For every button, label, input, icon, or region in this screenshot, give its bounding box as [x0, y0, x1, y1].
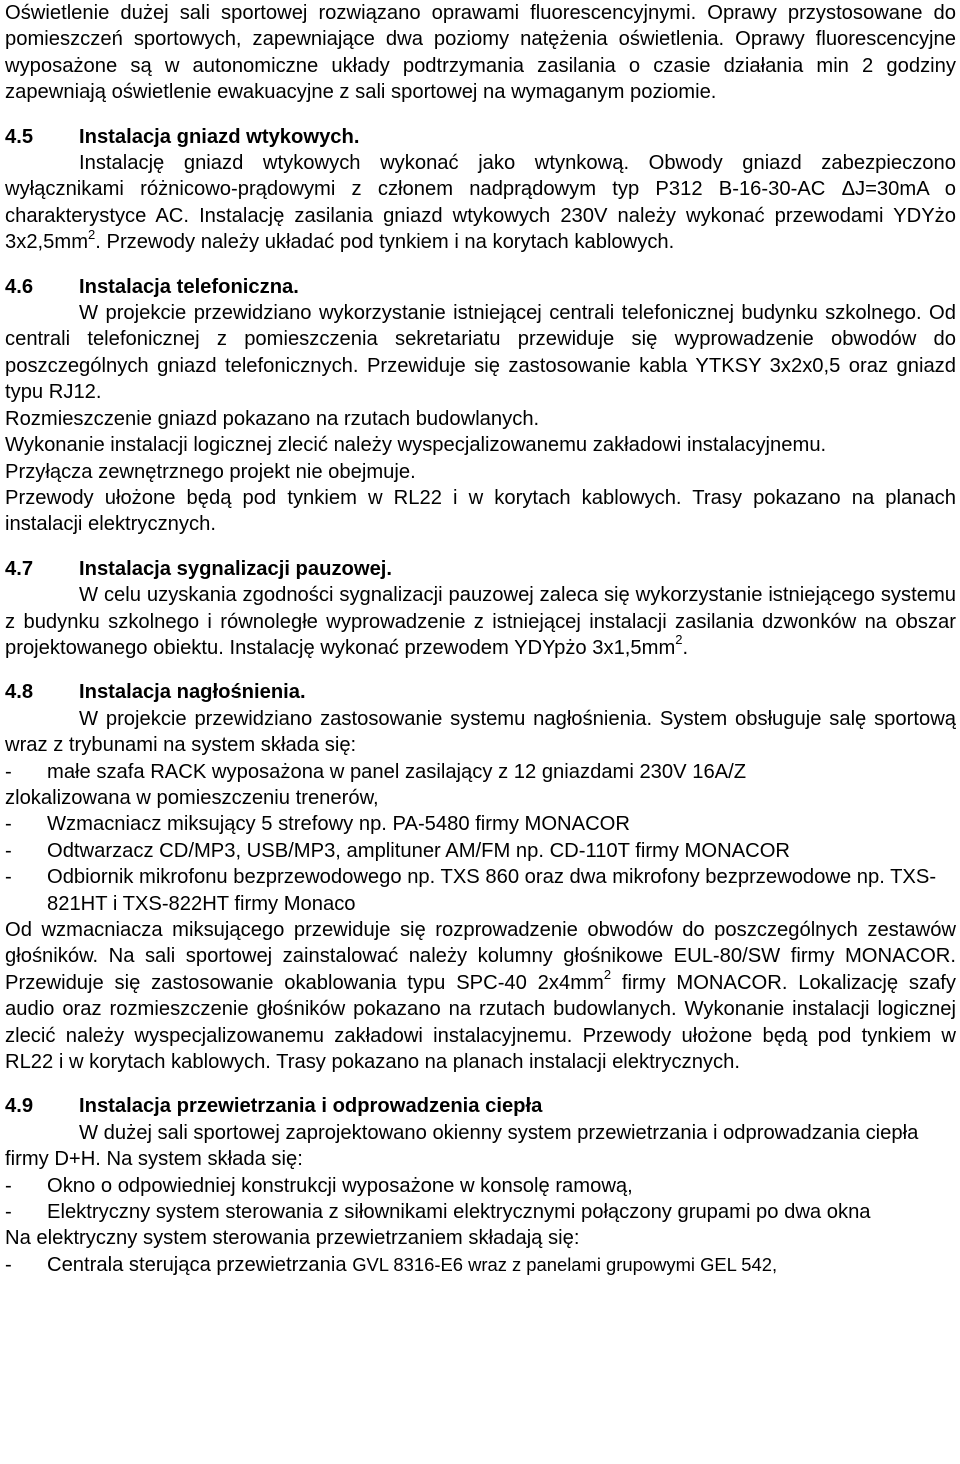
list-item-continuation: zlokalizowana w pomieszczeniu trenerów, [5, 786, 379, 809]
section-4-6-paragraph-3: Wykonanie instalacji logicznej zlecić należy wyspecjalizowanemu zakładowi instalacyjnemu. [5, 434, 827, 457]
section-4-8-paragraph: W projekcie przewidziano zastosowanie systemu nagłośnienia. System obsługuje salę sportową wraz z trybunami na system składa się: [5, 707, 956, 757]
list-item: - Centrala sterująca przewietrzania GVL 8316-E6 wraz z panelami grupowymi GEL 542, [5, 1253, 778, 1276]
list-item: - małe szafa RACK wyposażona w panel zasilający z 12 gniazdami 230V 16A/Z [5, 760, 747, 783]
list-item: - Okno o odpowiedniej konstrukcji wyposażone w konsolę ramową, [5, 1174, 633, 1197]
section-4-5-heading: 4.5 Instalacja gniazd wtykowych. [5, 125, 360, 148]
section-4-6-paragraph-4: Przyłącza zewnętrznego projekt nie obejmuje. [5, 460, 416, 483]
list-item: - Odtwarzacz CD/MP3, USB/MP3, amplituner AM/FM np. CD-110T firmy MONACOR [5, 839, 790, 862]
document-page [5, 0, 956, 1278]
list-item: - Elektryczny system sterowania z siłownikami elektrycznymi połączony grupami po dwa okna [5, 1201, 871, 1224]
section-4-8-heading: 4.8 Instalacja nagłośnienia. [5, 681, 306, 704]
section-4-7-paragraph: W celu uzyskania zgodności sygnalizacji pauzowej zaleca się wykorzystanie istniejącego systemu z budynku szkolnego i równoległe wyprowadzenie z istniejącej instalacji zasilania dzwonków na obszar projektowanego obiektu. Instalację wykonać przewodem YDYpżo $3x1,5mm^2$. [5, 584, 956, 659]
intro-paragraph: Oświetlenie dużej sali sportowej rozwiązano oprawami fluorescencyjnymi. Oprawy przystosowane do pomieszczeń sportowych, zapewniające dwa poziomy natężenia oświetlenia. Oprawy fluorescencyjne wyposażone są w autonomiczne układy podtrzymania zasilania o czasie działania min 2 godziny zapewniają oświetlenie ewakuacyjne z sali sportowej na wymaganym poziomie. [5, 2, 956, 104]
section-4-6-paragraph-2: Rozmieszczenie gniazd pokazano na rzutach budowlanych. [5, 407, 540, 430]
section-4-6-paragraph: W projekcie przewidziano wykorzystanie istniejącej centrali telefonicznej budynku szkolnego. Od centrali telefonicznej z pomieszczenia sekretariatu przewiduje się wyprowadzenie obwodów do poszczególnych gniazd telefonicznych. Przewiduje się zastosowanie kabla YTKSY 3x2x0,5 oraz gniazd typu RJ12. [5, 302, 956, 404]
section-4-7-heading: 4.7 Instalacja sygnalizacji pauzowej. [5, 557, 393, 580]
list-item: - Odbiornik mikrofonu bezprzewodowego np. TXS 860 oraz dwa mikrofony bezprzewodowe np. TXS-821HT i TXS-822HT firmy Monaco [5, 866, 937, 915]
section-4-9-paragraph-2: Na elektryczny system sterowania przewietrzaniem składają się: [5, 1227, 580, 1250]
section-4-9-heading: 4.9 Instalacja przewietrzania i odprowadzenia ciepła [5, 1095, 543, 1118]
section-4-6-paragraph-5: Przewody ułożone będą pod tynkiem w RL22 i w korytach kablowych. Trasy pokazano na planach instalacji elektrycznych. [5, 486, 956, 536]
list-item: - Wzmacniacz miksujący 5 strefowy np. PA-5480 firmy MONACOR [5, 813, 630, 836]
section-4-9-paragraph: W dużej sali sportowej zaprojektowano okienny system przewietrzania i odprowadzania ciepła firmy D+H. Na system składa się: [5, 1121, 919, 1171]
section-4-6-heading: 4.6 Instalacja telefoniczna. [5, 275, 299, 298]
section-4-5-paragraph: Instalację gniazd wtykowych wykonać jako wtynkową. Obwody gniazd zabezpieczono wyłącznikami różnicowo-prądowymi z członem nadprądowym typ P312 B-16-30-AC ΔJ=30mA o charakterystyce AC. Instalację zasilania gniazd wtykowych 230V należy wykonać przewodami YDYżo $3x2,5mm^2$. Przewody należy układać pod tynkiem i na korytach kablowych. [5, 152, 956, 254]
section-4-8-paragraph-2: Od wzmacniacza miksującego przewiduje się rozprowadzenie obwodów do poszczególnych zestawów głośników. Na sali sportowej zainstalować należy kolumny głośnikowe EUL-80/SW firmy MONACOR. Przewiduje się zastosowanie okablowania typu SPC-40 $2x4mm^2$ firmy MONACOR. Lokalizację szafy audio oraz rozmieszczenie głośników pokazano na rzutach budowlanych. Wykonanie instalacji logicznej zlecić należy wyspecjalizowanemu zakładowi instalacyjnemu. Przewody ułożone będą pod tynkiem w RL22 i w korytach kablowych. Trasy pokazano na planach instalacji elektrycznych. [5, 919, 956, 1074]
